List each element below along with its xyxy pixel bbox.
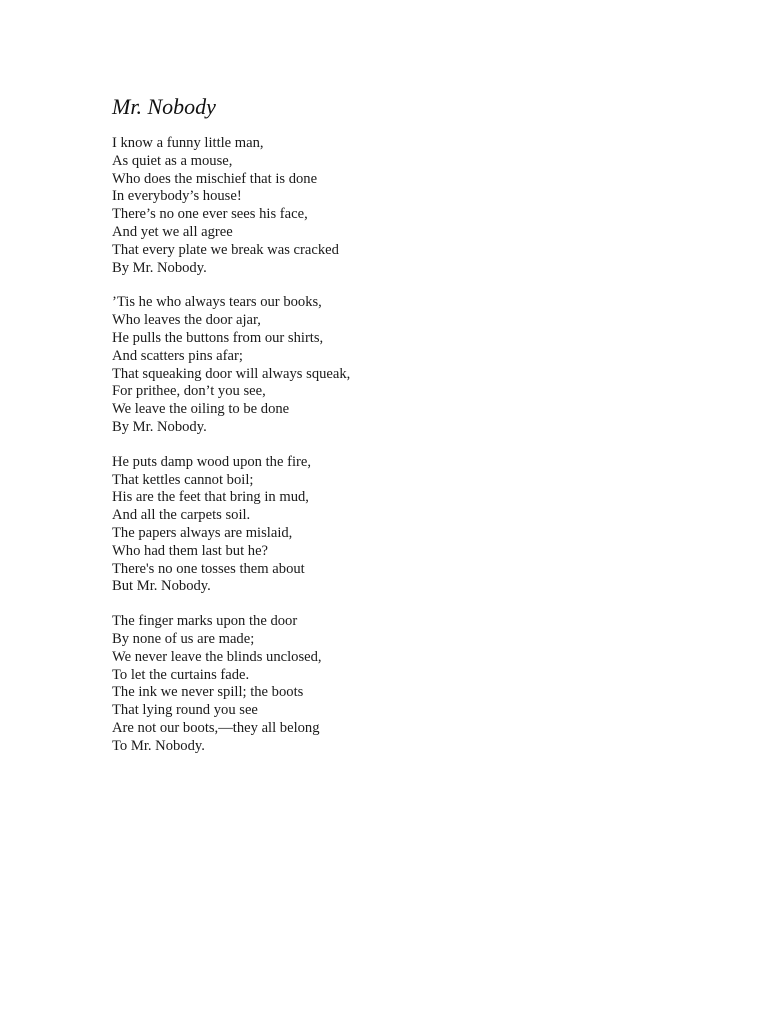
poem-line: In everybody’s house! [112, 188, 242, 205]
document-page [112, 92, 712, 773]
stanza [112, 135, 712, 277]
poem-line: That every plate we break was cracked [112, 241, 339, 258]
poem-line: To let the curtains fade. [112, 666, 250, 683]
poem-line: We never leave the blinds unclosed, [112, 648, 322, 665]
poem-line: The papers always are mislaid, [112, 524, 293, 541]
poem-body [112, 135, 712, 756]
poem-line: But Mr. Nobody. [112, 578, 211, 595]
poem-line: By Mr. Nobody. [112, 259, 207, 276]
poem-line: He pulls the buttons from our shirts, [112, 329, 324, 346]
poem-line: That kettles cannot boil; [112, 471, 254, 488]
poem-line: That squeaking door will always squeak, [112, 365, 351, 382]
poem-line: Who had them last but he? [112, 542, 269, 559]
poem-line: For prithee, don’t you see, [112, 383, 266, 400]
poem-line: There’s no one ever sees his face, [112, 206, 308, 223]
poem-line: There's no one tosses them about [112, 560, 305, 577]
poem-line: His are the feet that bring in mud, [112, 489, 309, 506]
poem-line: To Mr. Nobody. [112, 737, 205, 754]
poem-line: And scatters pins afar; [112, 347, 243, 364]
poem-line: And yet we all agree [112, 223, 233, 240]
poem-line: He puts damp wood upon the fire, [112, 453, 312, 470]
poem-line: And all the carpets soil. [112, 507, 251, 524]
stanza [112, 613, 712, 755]
poem-line: ’Tis he who always tears our books, [112, 294, 322, 311]
poem-line: The ink we never spill; the boots [112, 684, 304, 701]
poem-line: Who leaves the door ajar, [112, 312, 261, 329]
poem-line: I know a funny little man, [112, 135, 264, 151]
stanza [112, 454, 712, 596]
poem-line: The finger marks upon the door [112, 613, 298, 630]
poem-line: By none of us are made; [112, 630, 255, 647]
poem-line: Who does the mischief that is done [112, 170, 318, 187]
poem-line: As quiet as a mouse, [112, 152, 233, 169]
poem-title: Mr. Nobody [112, 94, 216, 119]
poem-line: By Mr. Nobody. [112, 418, 207, 435]
poem-line: We leave the oiling to be done [112, 401, 290, 418]
stanza [112, 294, 712, 436]
poem-line: That lying round you see [112, 702, 258, 719]
poem-line: Are not our boots,—they all belong [112, 719, 320, 736]
